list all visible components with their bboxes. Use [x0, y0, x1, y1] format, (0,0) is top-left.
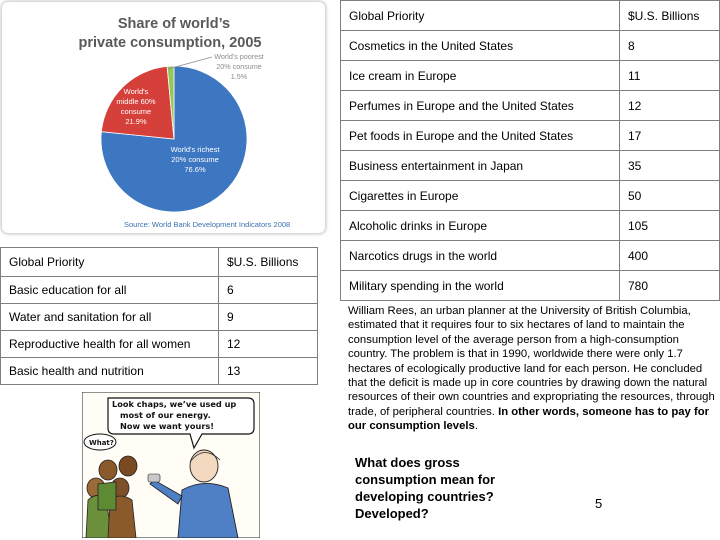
slice-label-richest-line-2: 76.6%: [184, 165, 206, 174]
billions-cell: 35: [620, 151, 720, 181]
priority-cell: Ice cream in Europe: [341, 61, 620, 91]
priority-cell: Alcoholic drinks in Europe: [341, 211, 620, 241]
rees-paragraph: [348, 304, 716, 434]
slice-label-middle-line-0: World's: [123, 87, 149, 96]
table-row: [1, 331, 318, 358]
slice-label-middle-line-3: 21.9%: [125, 117, 147, 126]
priority-cell: Global Priority: [1, 248, 219, 277]
discussion-question: What does gross consumption mean for developing countries? Developed?: [355, 455, 496, 521]
billions-cell: 12: [620, 91, 720, 121]
table-row: [341, 121, 720, 151]
priority-cell: Military spending in the world: [341, 271, 620, 301]
small-bubble-text: What?: [89, 439, 114, 447]
table-row: [341, 271, 720, 301]
basic-needs-table: [0, 247, 318, 385]
chart-source: Source: World Bank Development Indicators 2008: [124, 220, 291, 229]
priority-cell: Business entertainment in Japan: [341, 151, 620, 181]
billions-cell: 13: [219, 358, 318, 385]
table-row: [341, 91, 720, 121]
table-row: [341, 61, 720, 91]
priority-cell: Basic health and nutrition: [1, 358, 219, 385]
chart-title-line-1: Share of world’s: [117, 16, 231, 32]
priority-cell: Basic education for all: [1, 277, 219, 304]
slice-label-richest-line-0: World's richest: [170, 145, 220, 154]
slice-label-poorest-line-0: World's poorest: [214, 52, 264, 61]
priority-cell: Water and sanitation for all: [1, 304, 219, 331]
slice-label-middle-line-1: middle 60%: [116, 97, 156, 106]
poorest-label-leader: [168, 57, 212, 69]
table-row: [1, 277, 318, 304]
priority-cell: Narcotics drugs in the world: [341, 241, 620, 271]
priority-cell: Reproductive health for all women: [1, 331, 219, 358]
speech-line-3: Now we want yours!: [120, 421, 214, 431]
chart-title-line-2: private consumption, 2005: [78, 35, 262, 51]
priority-cell: Cigarettes in Europe: [341, 181, 620, 211]
billions-cell: 6: [219, 277, 318, 304]
table-row: [1, 304, 318, 331]
speech-line-1: Look chaps, we’ve used up: [112, 399, 237, 409]
pie-chart: [2, 2, 325, 233]
billions-cell: 9: [219, 304, 318, 331]
table-row: [341, 31, 720, 61]
table-row: [341, 151, 720, 181]
billions-cell: 12: [219, 331, 318, 358]
luxury-spending-table: [340, 0, 720, 301]
priority-cell: Global Priority: [341, 1, 620, 31]
table-row: [341, 181, 720, 211]
billions-cell: $U.S. Billions: [620, 1, 720, 31]
billions-cell: 11: [620, 61, 720, 91]
cartoon-illustration: [82, 392, 260, 538]
billions-cell: 400: [620, 241, 720, 271]
pie-chart-panel: [2, 2, 325, 233]
slice-label-poorest-line-2: 1.5%: [230, 72, 248, 81]
right-table-header-row: [341, 1, 720, 31]
slice-label-richest-line-1: 20% consume: [171, 155, 219, 164]
billions-cell: 8: [620, 31, 720, 61]
speech-line-2: most of our energy.: [120, 410, 211, 420]
table-row: [341, 241, 720, 271]
paragraph-bold-text: In other words, someone has to pay for our consumption levels: [348, 405, 710, 433]
table-row: [1, 358, 318, 385]
paragraph-end: .: [474, 420, 478, 433]
priority-cell: Perfumes in Europe and the United States: [341, 91, 620, 121]
left-table-header-row: [1, 248, 318, 277]
priority-cell: Pet foods in Europe and the United States: [341, 121, 620, 151]
slice-label-poorest-line-1: 20% consume: [216, 62, 262, 71]
billions-cell: $U.S. Billions: [219, 248, 318, 277]
page-number: 5: [595, 496, 603, 511]
billions-cell: 105: [620, 211, 720, 241]
billions-cell: 17: [620, 121, 720, 151]
billions-cell: 50: [620, 181, 720, 211]
table-row: [341, 211, 720, 241]
billions-cell: 780: [620, 271, 720, 301]
slice-label-middle-line-2: consume: [120, 107, 152, 116]
paragraph-text: William Rees, an urban planner at the University of British Columbia, estimated that it requires four to six hectares of land to maintain the consumption level of the average person from a high-consumption country. The problem is that in 1990, worldwide there were only 1.7 hectares of ecologically productive land for each person. He concluded that the deficit is made up in core countries by drawing down the natural resources of their own countries and expropriating the resources, through trade, of peripheral countries.: [348, 305, 715, 418]
priority-cell: Cosmetics in the United States: [341, 31, 620, 61]
